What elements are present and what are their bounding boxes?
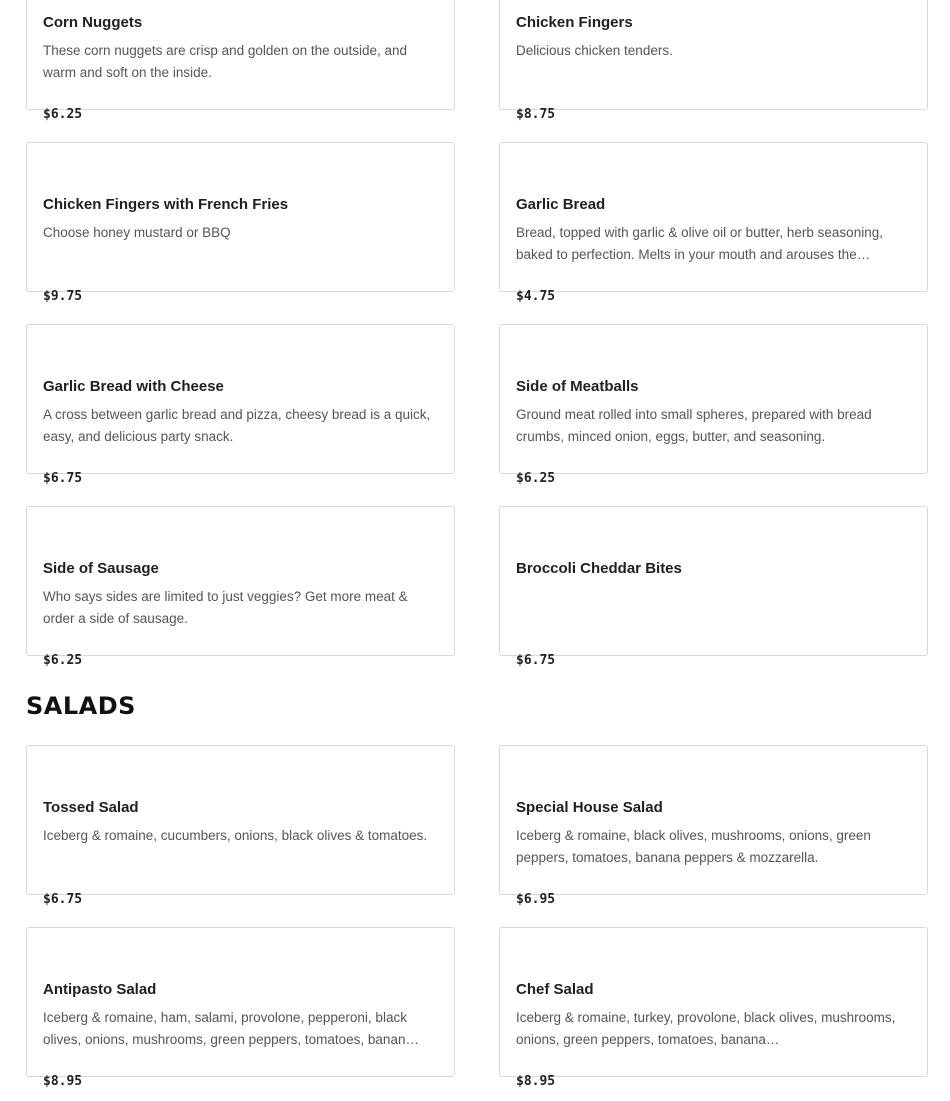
menu-item-card[interactable]	[26, 0, 455, 122]
menu-item-card[interactable]	[499, 506, 928, 668]
menu-item-name: Antipasto Salad	[43, 981, 157, 998]
menu-item-name: Chef Salad	[516, 981, 594, 998]
menu-item-price: $4.75	[516, 289, 556, 304]
menu-item-card[interactable]	[26, 324, 455, 486]
menu-item-description: Iceberg & romaine, ham, salami, provolone, pepperoni, black olives, onions, mushrooms, green peppers, tomatoes, banan…	[43, 1010, 419, 1047]
menu-item-description: Iceberg & romaine, turkey, provolone, black olives, mushrooms, onions, green peppers, tomatoes, banana…	[516, 1010, 896, 1047]
menu-item-name: Side of Sausage	[43, 560, 159, 577]
menu-item-name: Tossed Salad	[43, 799, 139, 816]
menu-page	[26, 0, 928, 1089]
menu-item-card[interactable]	[499, 324, 928, 486]
menu-item-price: $6.75	[43, 892, 83, 907]
menu-item-description: Bread, topped with garlic & olive oil or butter, herb seasoning, baked to perfection. Melts in your mouth and arouses the…	[516, 225, 883, 262]
menu-item-description: Delicious chicken tenders.	[516, 43, 673, 58]
menu-item-name: Side of Meatballs	[516, 378, 639, 395]
menu-item-price: $8.95	[516, 1074, 556, 1089]
menu-item-price: $6.25	[43, 107, 83, 122]
menu-item-name: Broccoli Cheddar Bites	[516, 560, 682, 577]
menu-item-description: Ground meat rolled into small spheres, prepared with bread crumbs, minced onion, eggs, butter, and seasoning.	[516, 407, 872, 444]
menu-item-card[interactable]	[26, 745, 455, 907]
menu-item-price: $6.25	[516, 471, 556, 486]
menu-item-card[interactable]	[26, 927, 455, 1089]
menu-item-price: $6.75	[43, 471, 83, 486]
sides-grid	[26, 0, 928, 668]
menu-item-price: $8.95	[43, 1074, 83, 1089]
menu-item-card[interactable]	[499, 745, 928, 907]
menu-item-description: Who says sides are limited to just veggies? Get more meat & order a side of sausage.	[43, 589, 408, 626]
menu-item-price: $8.75	[516, 107, 556, 122]
menu-item-card[interactable]	[26, 142, 455, 304]
section-title-salads: SALADS	[26, 692, 136, 720]
menu-item-price: $9.75	[43, 289, 83, 304]
menu-item-name: Garlic Bread with Cheese	[43, 378, 224, 395]
menu-item-description: Choose honey mustard or BBQ	[43, 225, 231, 240]
menu-item-description: Iceberg & romaine, cucumbers, onions, black olives & tomatoes.	[43, 828, 428, 843]
menu-item-name: Garlic Bread	[516, 196, 606, 213]
menu-item-card[interactable]	[499, 927, 928, 1089]
menu-item-card[interactable]	[26, 506, 455, 668]
menu-item-name: Corn Nuggets	[43, 14, 143, 31]
menu-item-price: $6.25	[43, 653, 83, 668]
menu-item-card[interactable]	[499, 0, 928, 122]
menu-item-price: $6.75	[516, 653, 556, 668]
menu-item-name: Special House Salad	[516, 799, 663, 816]
menu-item-price: $6.95	[516, 892, 556, 907]
salads-grid	[26, 745, 928, 1089]
menu-item-description: These corn nuggets are crisp and golden on the outside, and warm and soft on the inside.	[43, 43, 407, 80]
menu-item-description: A cross between garlic bread and pizza, cheesy bread is a quick, easy, and delicious party snack.	[43, 407, 431, 444]
menu-item-name: Chicken Fingers	[516, 14, 633, 31]
menu-item-name: Chicken Fingers with French Fries	[43, 196, 289, 213]
menu-item-card[interactable]	[499, 142, 928, 304]
menu-item-description: Iceberg & romaine, black olives, mushrooms, onions, green peppers, tomatoes, banana peppers & mozzarella.	[516, 828, 871, 865]
